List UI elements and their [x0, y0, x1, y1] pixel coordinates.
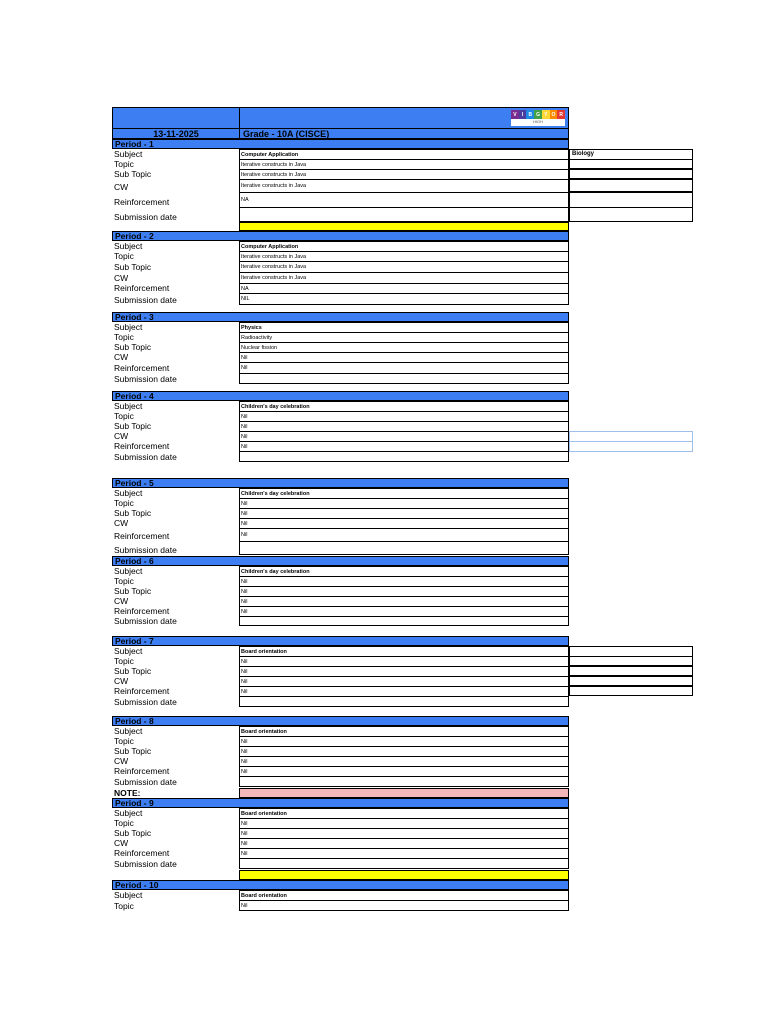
period-row-submission — [112, 207, 569, 222]
grade-cell: Grade - 10A (CISCE) — [243, 129, 330, 139]
period-header: Period - 9 — [112, 798, 569, 808]
period-row-subject — [112, 646, 569, 656]
cell-submission[interactable] — [239, 207, 569, 222]
row-label: Topic — [114, 818, 134, 828]
period-row-reinforcement — [112, 441, 569, 451]
row-label: Reinforcement — [114, 197, 170, 207]
period-row-submission — [112, 616, 569, 626]
extra-cell[interactable] — [569, 169, 693, 179]
cell-cw[interactable]: Nil — [239, 676, 569, 686]
cell-cw[interactable]: Iterative constructs in Java — [239, 179, 569, 192]
cell-reinforcement[interactable]: Nil — [239, 848, 569, 858]
period-row-submission — [112, 293, 569, 305]
logo-letter: G — [536, 111, 540, 118]
cell-subject[interactable]: Board orientation — [239, 646, 569, 656]
period-row-cw — [112, 676, 569, 686]
period-row-submission — [112, 451, 569, 462]
period-row-subject — [112, 401, 569, 411]
period-row-subject — [112, 726, 569, 736]
period-row-cw — [112, 352, 569, 362]
cell-sub-topic[interactable]: Nil — [239, 828, 569, 838]
extra-cell[interactable] — [569, 159, 693, 169]
row-label: Submission date — [114, 859, 177, 869]
row-label: Submission date — [114, 452, 177, 462]
row-label: Subject — [114, 646, 143, 656]
extra-cell[interactable] — [569, 656, 693, 666]
row-label: Sub Topic — [114, 342, 152, 352]
cell-topic[interactable]: Nil — [239, 900, 569, 911]
cell-submission[interactable] — [239, 696, 569, 707]
row-label: Sub Topic — [114, 169, 152, 179]
row-label: Submission date — [114, 616, 177, 626]
header-left-cell — [113, 108, 240, 128]
logo-letter: V — [511, 110, 519, 119]
period-row-cw — [112, 272, 569, 283]
period-header: Period - 6 — [112, 556, 569, 566]
row-label: CW — [114, 756, 129, 766]
row-label: Reinforcement — [114, 441, 170, 451]
row-label: Topic — [114, 332, 134, 342]
cell-sub-topic[interactable]: Nuclear fission — [239, 342, 569, 352]
period-row-sub-topic — [112, 508, 569, 518]
cell-submission[interactable] — [239, 776, 569, 787]
extra-cell[interactable] — [569, 179, 693, 192]
cell-subject[interactable]: Children's day celebration — [239, 566, 569, 576]
cell-reinforcement[interactable]: NA — [239, 283, 569, 293]
row-label: Subject — [114, 726, 143, 736]
row-label: Reinforcement — [114, 606, 170, 616]
cell-cw[interactable]: Nil — [239, 431, 569, 441]
cell-submission[interactable] — [239, 373, 569, 384]
row-label: Subject — [114, 322, 143, 332]
note-cell[interactable] — [239, 788, 569, 798]
date-cell: 13-11-2025 — [113, 129, 240, 138]
period-header: Period - 1 — [112, 139, 569, 149]
period-header: Period - 10 — [112, 880, 569, 890]
period-row-subject — [112, 241, 569, 251]
period-row-cw — [112, 756, 569, 766]
logo-subtext: HIGH — [533, 119, 543, 124]
logo-letter: R — [557, 110, 565, 119]
logo-letter: B — [526, 110, 534, 119]
period-row-reinforcement — [112, 192, 569, 207]
period-row-topic — [112, 498, 569, 508]
cell-submission[interactable] — [239, 541, 569, 555]
cell-cw[interactable]: Nil — [239, 838, 569, 848]
period-row-submission — [112, 858, 569, 869]
row-label: Submission date — [114, 545, 177, 555]
cell-reinforcement[interactable]: Nil — [239, 441, 569, 451]
period-row-sub-topic — [112, 342, 569, 352]
row-label: Sub Topic — [114, 666, 152, 676]
period-row-sub-topic — [112, 169, 569, 179]
date-grade-row — [112, 128, 569, 139]
row-label: Topic — [114, 411, 134, 421]
extra-cell[interactable] — [569, 666, 693, 676]
period-row-sub-topic — [112, 421, 569, 431]
cell-subject[interactable]: Computer Application — [239, 241, 569, 251]
row-label: CW — [114, 352, 129, 362]
row-label: Sub Topic — [114, 421, 152, 431]
row-label: Sub Topic — [114, 586, 152, 596]
period-row-reinforcement — [112, 528, 569, 541]
cell-sub-topic[interactable]: Nil — [239, 508, 569, 518]
period-header: Period - 8 — [112, 716, 569, 726]
row-label: Reinforcement — [114, 848, 170, 858]
cell-topic[interactable]: Nil — [239, 498, 569, 508]
cell-reinforcement[interactable]: Nil — [239, 766, 569, 776]
row-label: Subject — [114, 241, 143, 251]
row-label: Sub Topic — [114, 746, 152, 756]
row-label: Reinforcement — [114, 363, 170, 373]
period-row-subject — [112, 488, 569, 498]
cell-subject[interactable]: Physics — [239, 322, 569, 332]
row-label: CW — [114, 182, 129, 192]
cell-sub-topic[interactable]: Nil — [239, 421, 569, 431]
highlight-cell — [239, 870, 569, 880]
cell-submission[interactable] — [239, 616, 569, 626]
cell-submission[interactable]: NIL — [239, 293, 569, 305]
period-row-submission — [112, 373, 569, 384]
period-row-sub-topic — [112, 586, 569, 596]
row-label: Subject — [114, 488, 143, 498]
period-row-sub-topic — [112, 746, 569, 756]
cell-sub-topic[interactable]: Iterative constructs in Java — [239, 169, 569, 179]
period-row-topic — [112, 332, 569, 342]
cell-subject[interactable]: Board orientation — [239, 726, 569, 736]
cell-cw[interactable]: Nil — [239, 518, 569, 528]
cell-topic[interactable]: Nil — [239, 736, 569, 746]
row-label: Subject — [114, 149, 143, 159]
row-label: Submission date — [114, 295, 177, 305]
cell-sub-topic[interactable]: Nil — [239, 746, 569, 756]
school-logo — [511, 110, 565, 126]
period-row-subject — [112, 566, 569, 576]
period-row-sub-topic — [112, 666, 569, 676]
cell-subject[interactable]: Board orientation — [239, 808, 569, 818]
row-label: CW — [114, 431, 129, 441]
row-label: Submission date — [114, 777, 177, 787]
row-label: Topic — [114, 901, 134, 911]
period-row-subject — [112, 890, 569, 900]
cell-topic[interactable]: Nil — [239, 818, 569, 828]
row-label: Submission date — [114, 212, 177, 222]
period-header: Period - 4 — [112, 391, 569, 401]
period-row-topic — [112, 656, 569, 666]
cell-sub-topic[interactable]: Iterative constructs in Java — [239, 261, 569, 272]
row-label: Subject — [114, 566, 143, 576]
period-row-topic — [112, 159, 569, 169]
row-label: Topic — [114, 656, 134, 666]
row-label: Topic — [114, 251, 134, 261]
row-label: CW — [114, 676, 129, 686]
extra-cell[interactable] — [569, 192, 693, 208]
extra-cell[interactable] — [569, 207, 693, 222]
row-label: Sub Topic — [114, 828, 152, 838]
period-row-topic — [112, 818, 569, 828]
period-row-cw — [112, 518, 569, 528]
period-row-submission — [112, 776, 569, 787]
cell-reinforcement[interactable]: NA — [239, 192, 569, 207]
period-row-topic — [112, 736, 569, 746]
period-row-subject — [112, 808, 569, 818]
cell-cw[interactable]: Nil — [239, 756, 569, 766]
period-header: Period - 2 — [112, 231, 569, 241]
cell-reinforcement[interactable]: Nil — [239, 606, 569, 616]
row-label: Submission date — [114, 697, 177, 707]
row-label: Reinforcement — [114, 686, 170, 696]
extra-cell[interactable] — [569, 686, 693, 696]
cell-submission[interactable] — [239, 858, 569, 869]
period-row-cw — [112, 179, 569, 192]
row-label: Subject — [114, 401, 143, 411]
period-row-reinforcement — [112, 686, 569, 696]
period-row-cw — [112, 596, 569, 606]
cell-reinforcement[interactable]: Nil — [239, 362, 569, 373]
period-row-submission — [112, 696, 569, 707]
period-row-reinforcement — [112, 362, 569, 373]
header-band — [112, 107, 569, 129]
period-row-reinforcement — [112, 766, 569, 776]
cell-subject[interactable]: Children's day celebration — [239, 401, 569, 411]
row-label: Sub Topic — [114, 508, 152, 518]
cell-topic[interactable]: Nil — [239, 576, 569, 586]
cell-subject[interactable]: Board orientation — [239, 890, 569, 900]
cell-topic[interactable]: Iterative constructs in Java — [239, 251, 569, 261]
cell-subject[interactable]: Children's day celebration — [239, 488, 569, 498]
period-row-reinforcement — [112, 283, 569, 293]
period-header: Period - 5 — [112, 478, 569, 488]
cell-reinforcement[interactable]: Nil — [239, 686, 569, 696]
row-label: Topic — [114, 159, 134, 169]
period-row-cw — [112, 431, 569, 441]
logo-letters — [511, 110, 565, 119]
period-row-subject — [112, 322, 569, 332]
cell-topic[interactable]: Iterative constructs in Java — [239, 159, 569, 169]
cell-topic[interactable]: Radioactivity — [239, 332, 569, 342]
highlight-cell — [239, 222, 569, 231]
period-row-topic — [112, 251, 569, 261]
row-label: Topic — [114, 576, 134, 586]
extra-cell[interactable] — [569, 676, 693, 686]
logo-letter: O — [551, 111, 556, 118]
row-label: CW — [114, 273, 129, 283]
cell-submission[interactable] — [239, 451, 569, 462]
cell-subject[interactable]: Computer Application — [239, 149, 569, 159]
row-label: Reinforcement — [114, 283, 170, 293]
row-label: Reinforcement — [114, 766, 170, 776]
row-label: Subject — [114, 808, 143, 818]
period-row-submission — [112, 541, 569, 555]
period-header: Period - 7 — [112, 636, 569, 646]
period-row-topic — [112, 576, 569, 586]
note-label: NOTE: — [114, 788, 141, 798]
extra-cell[interactable] — [569, 441, 693, 452]
period-row-topic — [112, 411, 569, 421]
period-row-reinforcement — [112, 848, 569, 858]
period-row-sub-topic — [112, 261, 569, 272]
extra-subject-cell[interactable]: Biology — [569, 149, 693, 160]
period-row-cw — [112, 838, 569, 848]
row-label: Reinforcement — [114, 531, 170, 541]
logo-letter: Y — [542, 110, 550, 119]
row-label: CW — [114, 838, 129, 848]
row-label: Submission date — [114, 374, 177, 384]
period-row-topic — [112, 900, 569, 911]
row-label: Sub Topic — [114, 262, 152, 272]
period-row-subject — [112, 149, 569, 159]
row-label: CW — [114, 596, 129, 606]
cell-topic[interactable]: Nil — [239, 656, 569, 666]
row-label: Topic — [114, 498, 134, 508]
period-row-sub-topic — [112, 828, 569, 838]
cell-cw[interactable]: Nil — [239, 352, 569, 362]
period-row-reinforcement — [112, 606, 569, 616]
cell-sub-topic[interactable]: Nil — [239, 666, 569, 676]
cell-reinforcement[interactable]: Nil — [239, 528, 569, 541]
row-label: Topic — [114, 736, 134, 746]
cell-cw[interactable]: Iterative constructs in Java — [239, 272, 569, 283]
row-label: Subject — [114, 890, 143, 900]
cell-cw[interactable]: Nil — [239, 596, 569, 606]
row-label: CW — [114, 518, 129, 528]
cell-sub-topic[interactable]: Nil — [239, 586, 569, 596]
logo-letter: I — [519, 110, 527, 119]
period-header: Period - 3 — [112, 312, 569, 322]
cell-topic[interactable]: Nil — [239, 411, 569, 421]
